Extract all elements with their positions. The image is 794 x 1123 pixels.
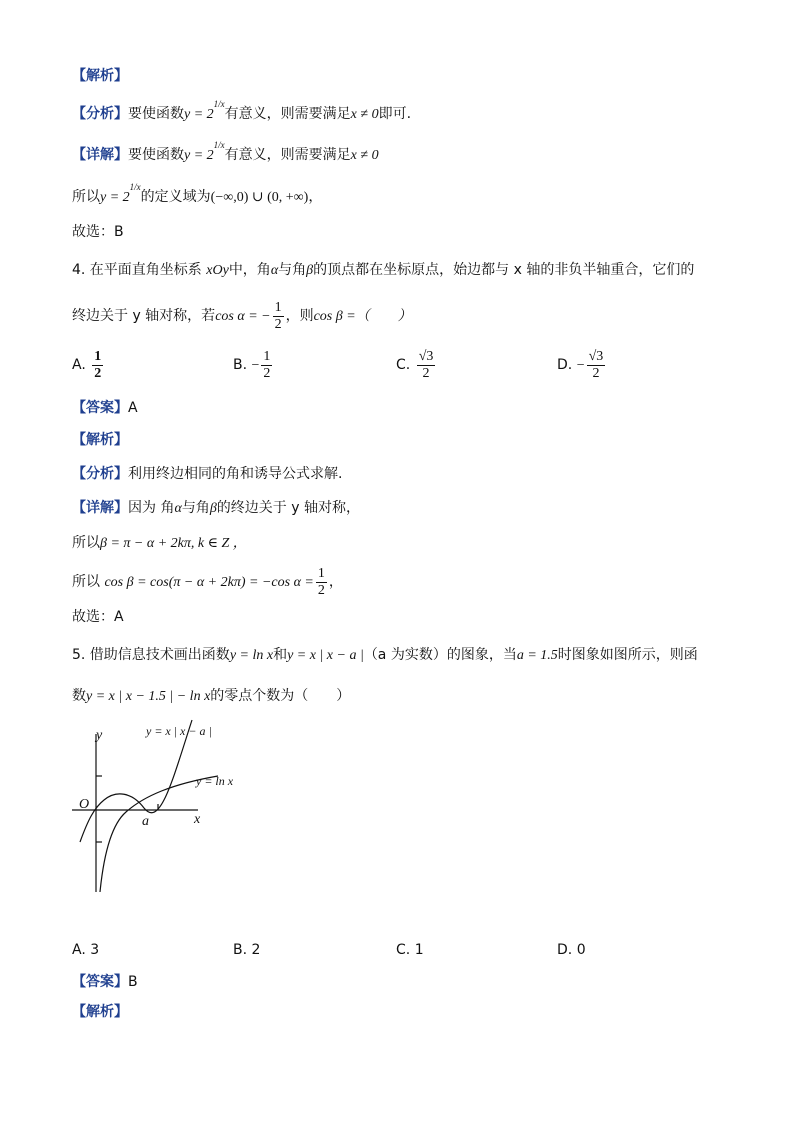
q5-option-c[interactable]	[396, 940, 424, 960]
formula-cos-beta: cos β =（ ）	[313, 309, 412, 324]
section-tag: 【分析】	[72, 106, 128, 122]
text: 即可.	[378, 106, 412, 122]
fraction-numerator: √3	[588, 348, 604, 364]
section-tag: 【分析】	[72, 466, 128, 482]
curve2-label: y = ln x	[196, 774, 234, 788]
option-sign: −	[576, 358, 585, 373]
formula-exponent: 1/x	[213, 99, 225, 109]
section-tag: 【答案】	[72, 974, 128, 990]
text: 因为 角	[128, 500, 175, 516]
option-letter: B.	[233, 357, 248, 373]
option-letter: B.	[233, 942, 248, 958]
q4-xiangjie-line	[72, 498, 360, 519]
formula-base: y = 2	[100, 190, 130, 205]
q3-domain-line	[72, 182, 323, 208]
q4-option-d[interactable]	[557, 345, 607, 385]
q5-option-d[interactable]	[557, 940, 586, 960]
q3-answer-line: 故选：B	[72, 224, 124, 240]
formula-combined: y = x | x − 1.5 | − ln x	[86, 689, 211, 704]
text: 的定义域为	[140, 189, 211, 205]
text: 所以	[72, 189, 100, 205]
text: 终边关于 y 轴对称，若	[72, 308, 216, 324]
fraction-denominator: 2	[263, 365, 271, 381]
option-letter: A.	[72, 357, 86, 373]
formula-domain: (−∞,0) ∪ (0, +∞)	[210, 190, 309, 205]
q4-answer	[72, 398, 138, 418]
section-tag: 【解析】	[72, 1004, 128, 1020]
fraction-denominator: 2	[317, 582, 325, 598]
text: 中，角	[228, 262, 271, 278]
q5-function-graph	[60, 712, 260, 902]
option-letter: C.	[396, 942, 411, 958]
fraction-denominator: 2	[422, 365, 430, 381]
text: ，则	[285, 308, 314, 324]
formula-condition: x ≠ 0	[350, 148, 379, 163]
text: 利用终边相同的角和诱导公式求解.	[128, 466, 343, 482]
text: 有意义，则需要满足	[224, 106, 351, 122]
section-tag: 【详解】	[72, 500, 128, 516]
q4-stem-line1	[72, 260, 694, 281]
formula-y-2-pow	[184, 140, 225, 163]
q4-stem-line2	[72, 296, 412, 336]
option-fraction	[587, 349, 606, 382]
fraction-denominator: 2	[94, 365, 102, 381]
text: 要使函数	[128, 147, 184, 163]
text: 的零点个数为（ ）	[210, 688, 351, 704]
fraction-one-half	[273, 300, 284, 333]
section-tag: 【答案】	[72, 400, 128, 416]
q4-fenxi-line	[72, 464, 342, 484]
text: 和	[273, 647, 288, 663]
section-tag: 【解析】	[72, 68, 128, 84]
option-fraction	[417, 349, 436, 382]
option-letter: D.	[557, 942, 573, 958]
fraction-numerator: 1	[94, 348, 102, 364]
option-value: 2	[251, 942, 261, 958]
answer-value: B	[128, 974, 138, 990]
formula-condition: x ≠ 0	[350, 107, 379, 122]
formula-alpha: α	[270, 263, 279, 278]
q3-jiexi-heading	[72, 66, 128, 86]
q4-option-c[interactable]	[396, 345, 437, 385]
formula-xoy: xOy	[206, 263, 229, 278]
section-tag: 【详解】	[72, 147, 128, 163]
q5-answer	[72, 972, 138, 992]
formula-a-value: a = 1.5	[516, 648, 558, 663]
formula-y-2-pow	[184, 99, 225, 122]
q5-jiexi-heading	[72, 1002, 128, 1022]
fraction-numerator: √3	[418, 348, 434, 364]
fraction-denominator: 2	[274, 316, 282, 332]
section-tag: 【解析】	[72, 432, 128, 448]
text: 5. 借助信息技术画出函数	[72, 647, 230, 663]
q3-fenxi-line	[72, 99, 412, 125]
label-a: a	[142, 814, 149, 829]
text: 所以	[72, 535, 100, 551]
text: ，	[308, 189, 323, 205]
q4-option-b[interactable]	[233, 345, 274, 385]
formula-cos-beta-derivation: cos β = cos(π − α + 2kπ) = −cos α =	[104, 575, 314, 590]
q4-option-a[interactable]	[72, 345, 105, 385]
text: 有意义，则需要满足	[224, 147, 351, 163]
formula-beta: β	[306, 263, 314, 278]
label-y: y	[96, 728, 103, 743]
option-fraction	[92, 349, 103, 382]
fraction-one-half	[316, 566, 327, 599]
q4-suoyi-line1	[72, 533, 247, 554]
text: （a 为实数）的图象，当	[363, 647, 517, 663]
fraction-denominator: 2	[592, 365, 600, 381]
text: ，	[328, 574, 343, 590]
answer-value: A	[128, 400, 138, 416]
q3-xiangjie-line	[72, 140, 379, 166]
text: 与角	[278, 262, 307, 278]
q5-stem-line1	[72, 645, 698, 666]
text: 的终边关于 y 轴对称，	[216, 500, 360, 516]
q5-option-a[interactable]	[72, 940, 99, 960]
formula-exponent: 1/x	[129, 182, 141, 192]
q5-stem-line2	[72, 686, 350, 707]
formula-abs: y = x | x − a |	[287, 648, 364, 663]
option-value: 3	[90, 942, 100, 958]
text: 所以	[72, 574, 100, 590]
text: 要使函数	[128, 106, 184, 122]
option-letter: C.	[396, 357, 411, 373]
option-sign: −	[251, 358, 260, 373]
formula-alpha: α	[174, 501, 182, 516]
text: 4. 在平面直角坐标系	[72, 262, 202, 278]
fraction-numerator: 1	[274, 299, 282, 315]
text: 数	[72, 688, 86, 704]
option-value: 1	[414, 942, 424, 958]
option-value: 0	[576, 942, 586, 958]
formula-y-2-pow	[100, 182, 141, 205]
label-x: x	[194, 812, 201, 827]
fraction-numerator: 1	[263, 348, 271, 364]
option-fraction	[261, 349, 272, 382]
text: 的顶点都在坐标原点，始边都与 x 轴的非负半轴重合，它们的	[313, 262, 695, 278]
text: 时图象如图所示，则函	[557, 647, 698, 663]
text: 与角	[181, 500, 210, 516]
q5-option-b[interactable]	[233, 940, 260, 960]
q4-answer-line: 故选：A	[72, 609, 124, 625]
label-origin: O	[79, 797, 90, 812]
q4-jiexi-heading	[72, 430, 128, 450]
fraction-numerator: 1	[317, 565, 325, 581]
formula-beta-expression: β = π − α + 2kπ, k ∈ Z ，	[100, 536, 247, 551]
formula-base: y = 2	[184, 148, 214, 163]
q4-suoyi-line2	[72, 562, 343, 602]
formula-beta: β	[209, 501, 217, 516]
option-letter: D.	[557, 357, 573, 373]
formula-base: y = 2	[184, 107, 214, 122]
option-letter: A.	[72, 942, 86, 958]
curve1-label: y = x | x − a |	[146, 724, 212, 738]
formula-cos-alpha: cos α = −	[215, 309, 271, 324]
formula-exponent: 1/x	[213, 140, 225, 150]
formula-ln: y = ln x	[229, 648, 274, 663]
